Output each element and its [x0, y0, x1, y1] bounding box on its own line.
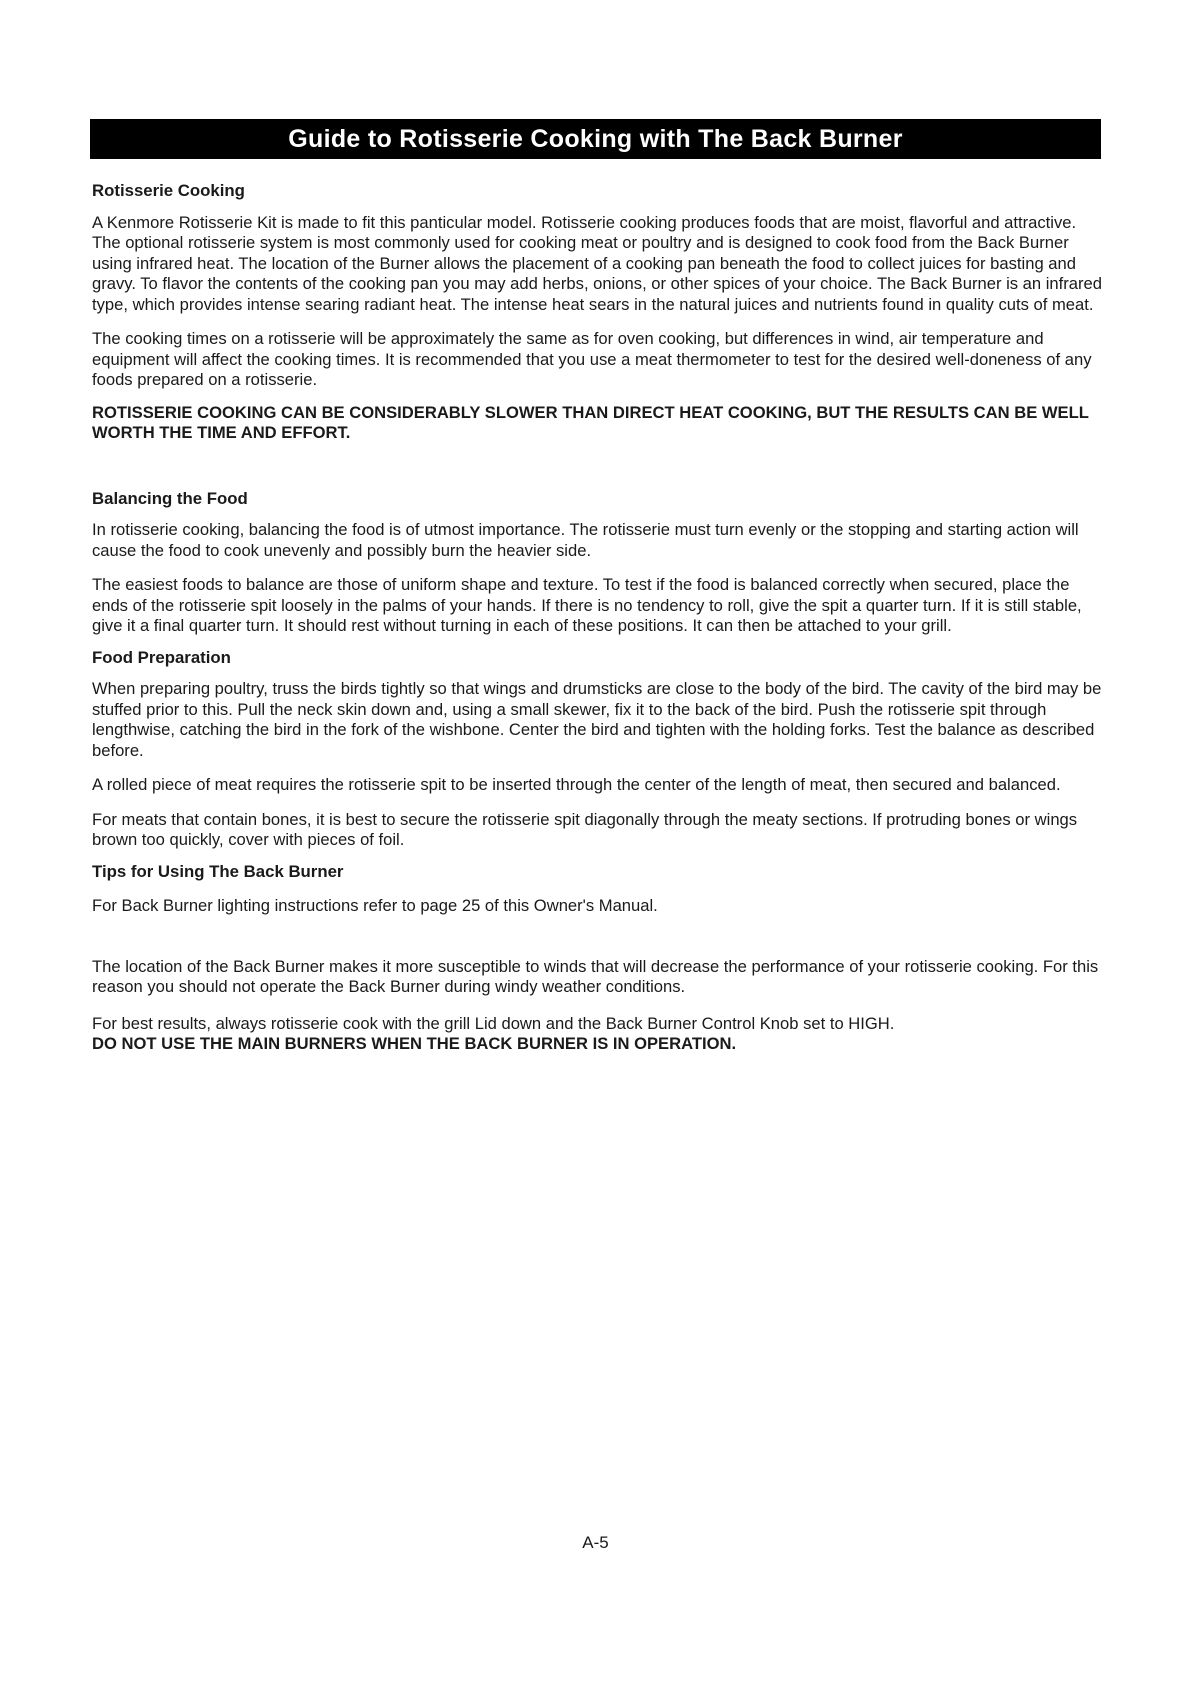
paragraph: For Back Burner lighting instructions refer to page 25 of this Owner's Manual. — [92, 896, 658, 915]
section-heading: Balancing the Food — [92, 488, 248, 508]
paragraph: A rolled piece of meat requires the rotisserie spit to be inserted through the center of the length of meat, then secured and balanced. — [92, 775, 1061, 794]
paragraph: In rotisserie cooking, balancing the food is of utmost importance. The rotisserie must turn evenly or the stopping and starting action will cause the food to cook unevenly and possibly burn the heavier side. — [92, 520, 1079, 560]
page-title: Guide to Rotisserie Cooking with The Back Burner — [90, 119, 1101, 159]
page-content — [92, 181, 1102, 1055]
warning-text: ROTISSERIE COOKING CAN BE CONSIDERABLY SLOWER THAN DIRECT HEAT COOKING, BUT THE RESULTS CAN BE WELL WORTH THE TIME AND EFFORT. — [92, 402, 1089, 442]
section-heading: Food Preparation — [92, 647, 231, 667]
section-balancing-food — [92, 489, 1102, 637]
paragraph: When preparing poultry, truss the birds tightly so that wings and drumsticks are close to the body of the bird. The cavity of the bird may be stuffed prior to this. Pull the neck skin down and, using a small skewer, fix it to the back of the bird. Push the rotisserie spit through lengthwise, catching the bird in the fork of the wishbone. Center the bird and tighten with the holding forks. Test the balance as described before. — [92, 679, 1102, 760]
paragraph: The location of the Back Burner makes it more susceptible to winds that will decrease the performance of your rotisserie cooking. For this reason you should not operate the Back Burner during windy weather conditions. — [92, 956, 1099, 996]
section-heading: Rotisserie Cooking — [92, 181, 245, 200]
paragraph: For meats that contain bones, it is best to secure the rotisserie spit diagonally through the meaty sections. If protruding bones or wings brown too quickly, cover with pieces of foil. — [92, 809, 1078, 849]
paragraph: The easiest foods to balance are those of uniform shape and texture. To test if the food is balanced correctly when secured, place the ends of the rotisserie spit loosely in the palms of your hands. If there is no tendency to roll, give the spit a quarter turn. If it is still stable, give it a final quarter turn. It should rest without turning in each of these positions. It can then be attached to your grill. — [92, 575, 1082, 635]
page-number: A-5 — [582, 1533, 609, 1552]
section-food-preparation — [92, 648, 1102, 851]
section-tips-back-burner — [92, 862, 1102, 1055]
paragraph: For best results, always rotisserie cook with the grill Lid down and the Back Burner Control Knob set to HIGH. — [92, 1013, 895, 1033]
section-heading: Tips for Using The Back Burner — [92, 861, 344, 881]
paragraph: A Kenmore Rotisserie Kit is made to fit this panticular model. Rotisserie cooking produces foods that are moist, flavorful and attractive. The optional rotisserie system is most commonly used for cooking meat or poultry and is designed to cook food from the Back Burner using infrared heat. The location of the Burner allows the placement of a cooking pan beneath the food to collect juices for basting and gravy. To flavor the contents of the cooking pan you may add herbs, onions, or other spices of your choice. The Back Burner is an infrared type, which provides intense searing radiant heat. The intense heat sears in the natural juices and nutrients found in quality cuts of meat. — [92, 212, 1103, 314]
warning-text: DO NOT USE THE MAIN BURNERS WHEN THE BACK BURNER IS IN OPERATION. — [92, 1034, 737, 1053]
section-rotisserie-cooking — [92, 181, 1102, 444]
paragraph: The cooking times on a rotisserie will be approximately the same as for oven cooking, but differences in wind, air temperature and equipment will affect the cooking times. It is recommended that you use a meat thermometer to test for the desired well-doneness of any foods prepared on a rotisserie. — [92, 329, 1092, 389]
